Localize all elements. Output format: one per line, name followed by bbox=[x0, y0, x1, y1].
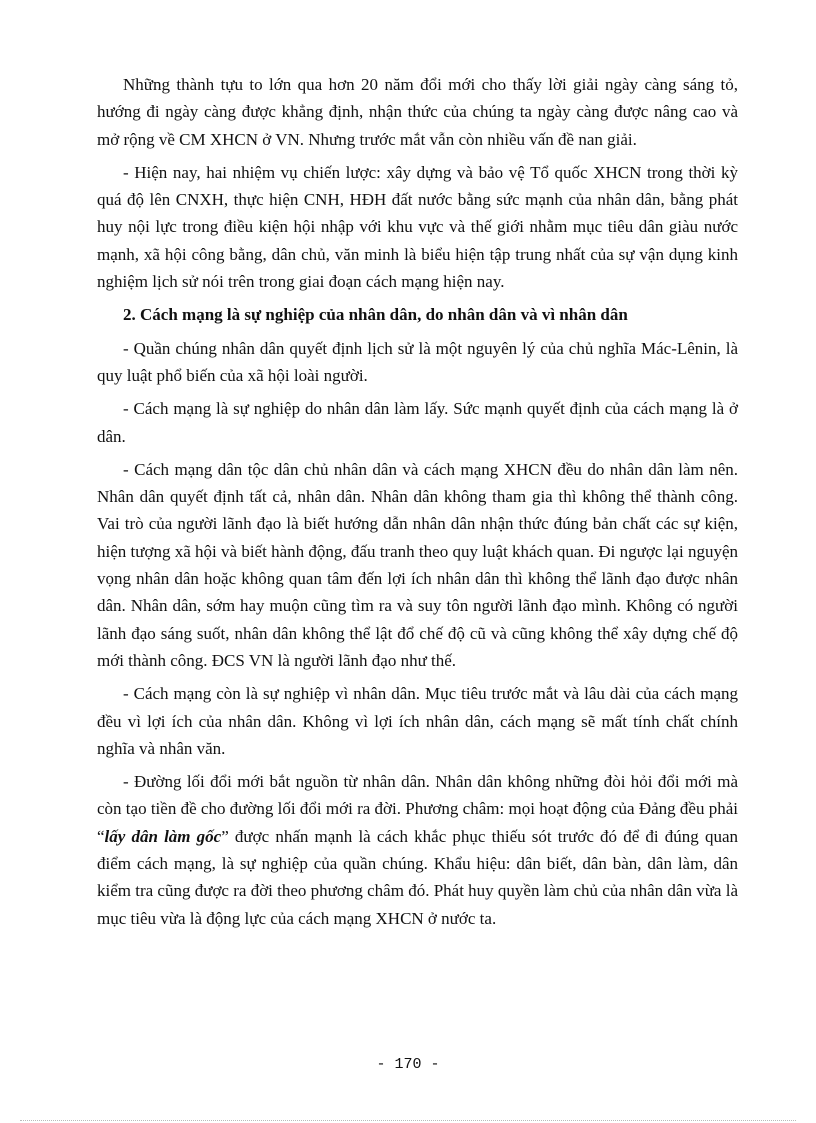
paragraph-revolution-by-people: - Cách mạng là sự nghiệp do nhân dân làm lấy. Sức mạnh quyết định của cách mạng là ở dân. bbox=[97, 399, 738, 446]
paragraph-renovation-line bbox=[97, 768, 738, 932]
paragraph-achievements: Những thành tựu to lớn qua hơn 20 năm đổi mới cho thấy lời giải ngày càng sáng tỏ, hướng đi ngày càng được khẳng định, nhận thức của chúng ta ngày càng được nâng cao và mở rộng về CM XHCN ở VN. Nhưng trước mắt vẫn còn nhiều vấn đề nan giải. bbox=[97, 75, 738, 149]
page-number: - 170 - bbox=[376, 1056, 440, 1073]
paragraph-strategic-tasks: - Hiện nay, hai nhiệm vụ chiến lược: xây dựng và bảo vệ Tổ quốc XHCN trong thời kỳ quá độ lên CNXH, thực hiện CNH, HĐH đất nước bằng sức mạnh của nhân dân, bằng phát huy nội lực trong điều kiện hội nhập với khu vực và thế giới nhằm mục tiêu dân giàu nước mạnh, xã hội công bằng, dân chủ, văn minh là biểu hiện tập trung nhất của sự vận dụng kinh nghiệm lịch sử nói trên trong giai đoạn cách mạng hiện nay. bbox=[97, 162, 738, 292]
paragraph-people-decide-all: - Cách mạng dân tộc dân chủ nhân dân và cách mạng XHCN đều do nhân dân làm nên. Nhân dân quyết định tất cả, nhân dân. Nhân dân không tham gia thì không thể thành công. Vai trò của người lãnh đạo là biết hướng dẫn nhân dân nhận thức đúng bản chất các sự kiện, hiện tượng xã hội và biết hành động, đấu tranh theo quy luật khách quan. Đi ngược lại nguyện vọng nhân dân hoặc không quan tâm đến lợi ích nhân dân thì không thể lãnh đạo được nhân dân. Nhân dân, sớm hay muộn cũng tìm ra và suy tôn người lãnh đạo mình. Không có người lãnh đạo sáng suốt, nhân dân không thể lật đổ chế độ cũ và cũng không thể xây dựng chế độ mới thành công. ĐCS VN là người lãnh đạo như thế. bbox=[97, 459, 738, 670]
emphasized-motto: lấy dân làm gốc bbox=[104, 826, 222, 846]
page-bottom-divider bbox=[20, 1120, 796, 1121]
document-body bbox=[97, 71, 738, 938]
renovation-text-start: - Đường lối đổi mới bắt nguồn từ nhân dân. Nhân dân không những đòi hỏi đổi mới mà còn tạo tiền đề cho đường lối đổi mới ra đời. Phương châm: mọi hoạt động của Đảng đều phải “ bbox=[97, 772, 738, 846]
paragraph-revolution-for-people: - Cách mạng còn là sự nghiệp vì nhân dân. Mục tiêu trước mắt và lâu dài của cách mạng đều vì lợi ích của nhân dân. Không vì lợi ích nhân dân, cách mạng sẽ mất tính chất chính nghĩa và nhân văn. bbox=[97, 684, 738, 758]
section-heading: 2. Cách mạng là sự nghiệp của nhân dân, do nhân dân và vì nhân dân bbox=[123, 305, 628, 325]
renovation-text-end: ” được nhấn mạnh là cách khắc phục thiếu sót trước đó để đi đúng quan điểm cách mạng, là sự nghiệp của quần chúng. Khẩu hiệu: dân biết, dân bàn, dân làm, dân kiểm tra cũng được ra đời theo phương châm đó. Phát huy quyền làm chủ của nhân dân vừa là mục tiêu vừa là động lực của cách mạng XHCN ở nước ta. bbox=[97, 826, 738, 928]
paragraph-masses-decide-history: - Quần chúng nhân dân quyết định lịch sử là một nguyên lý của chủ nghĩa Mác-Lênin, là quy luật phổ biến của xã hội loài người. bbox=[97, 338, 738, 385]
